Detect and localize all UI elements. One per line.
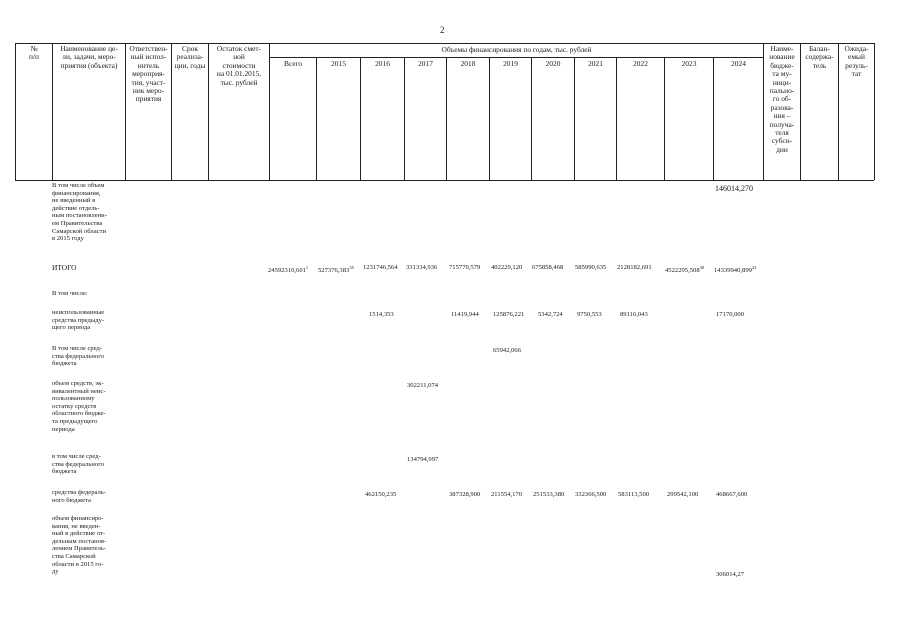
header-term: Срок реализа- ции, годы xyxy=(174,45,206,70)
row-label: В том числе объем финансирования, не введенный в действие отдель- ным постановлени- ем Правительства Самарской области в 2015 году xyxy=(52,182,107,243)
cell-2019: 211554,170 xyxy=(491,491,523,498)
row-label: неиспользованные средства предыду- щего периода xyxy=(52,309,105,332)
row-label: объем финансиро- вания, не введен- ный в действие от- дельным постанов- лением Правитель- ства Самарской области в 2015 го- ду xyxy=(52,515,107,576)
header-budget-name: Наиме- нование бюдже- та му- ници- пально- го об- разова- ния – получа- теля субси- дии xyxy=(769,45,795,154)
cell-2024: 146014,270 xyxy=(715,184,753,193)
cell-2021: 332366,500 xyxy=(575,491,607,498)
header-year-2019: 2019 xyxy=(503,60,518,68)
cell-2018: 715770,579 xyxy=(449,264,481,271)
header-num: № п/п xyxy=(29,45,39,62)
cell-2016: 1514,353 xyxy=(369,311,394,318)
cell-2020: 675858,468 xyxy=(532,264,564,271)
cell-2022: 583113,500 xyxy=(618,491,650,498)
cell-total: 24592310,601$^1$ xyxy=(268,265,309,275)
cell-2022: 89116,043 xyxy=(620,311,648,318)
row-label: объем средств, эк- вивалентный неис- пользованному остатку средств областного бюдже- та предыдущего периода xyxy=(52,380,106,433)
header-year-2018: 2018 xyxy=(460,60,476,68)
header-total: Всего xyxy=(283,60,303,68)
header-holder: Балан- содержа- тель xyxy=(805,45,834,70)
cell-2018: 11419,944 xyxy=(451,311,479,318)
cell-2022: 2128182,691 xyxy=(617,264,652,271)
cell-2024: 468667,600 xyxy=(716,491,748,498)
row-label: В том числе сред- ства федерального бюджета xyxy=(52,345,105,368)
header-year-2016: 2016 xyxy=(375,60,390,68)
row-label-total: ИТОГО xyxy=(52,263,77,272)
header-responsible: Ответствен- ный испол- нитель мероприя- тия, участ- ник меро- приятия xyxy=(129,45,168,104)
header-year-2024: 2024 xyxy=(731,60,746,68)
cell-2023: 4522295,508$^{38}$ xyxy=(665,265,705,275)
cell-2017: 302211,074 xyxy=(407,382,439,389)
row-label: средства федераль- ного бюджета xyxy=(52,489,106,504)
header-year-2021: 2021 xyxy=(588,60,603,68)
header-result: Ожида- емый резуль- тат xyxy=(844,45,869,79)
cell-2024: 17170,000 xyxy=(716,311,745,318)
cell-2019: 402229,120 xyxy=(491,264,523,271)
cell-2017: 134794,997 xyxy=(407,456,439,463)
row-label: в том числе сред- ства федерального бюджета xyxy=(52,453,105,476)
cell-2021: 9750,553 xyxy=(577,311,602,318)
cell-2023: 299542,100 xyxy=(667,491,699,498)
cell-2020: 5342,724 xyxy=(538,311,563,318)
cell-2015: 527376,383$^{35}$ xyxy=(318,265,354,275)
cell-2017: 331334,936 xyxy=(406,264,438,271)
header-year-2020: 2020 xyxy=(545,60,561,68)
page-number: 2 xyxy=(440,25,445,35)
header-year-2017: 2017 xyxy=(418,60,433,68)
cell-2024: 306014,27 xyxy=(716,571,745,578)
cell-2021: 585990,635 xyxy=(575,264,607,271)
cell-2024: 14339940,899$^{23}$ xyxy=(714,265,757,275)
row-label: В том числе: xyxy=(52,290,88,297)
cell-2019: 65942,066 xyxy=(493,347,522,354)
header-balance: Остаток смет- ной стоимости на 01.01.2015, тыс. рублей xyxy=(216,45,262,87)
header-year-2015: 2015 xyxy=(331,60,346,68)
cell-2016: 1231746,564 xyxy=(363,264,398,271)
header-volumes: Объемы финансирования по годам, тыс. рублей xyxy=(441,46,592,54)
cell-2020: 251533,380 xyxy=(533,491,565,498)
header-name: Наименование це- ли, задачи, меро- приятия (объекта) xyxy=(60,45,118,70)
cell-2018: 387328,900 xyxy=(449,491,481,498)
header-year-2022: 2022 xyxy=(633,60,648,68)
cell-2016: 462150,235 xyxy=(365,491,397,498)
header-year-2023: 2023 xyxy=(681,60,697,68)
cell-2019: 125876,221 xyxy=(493,311,525,318)
